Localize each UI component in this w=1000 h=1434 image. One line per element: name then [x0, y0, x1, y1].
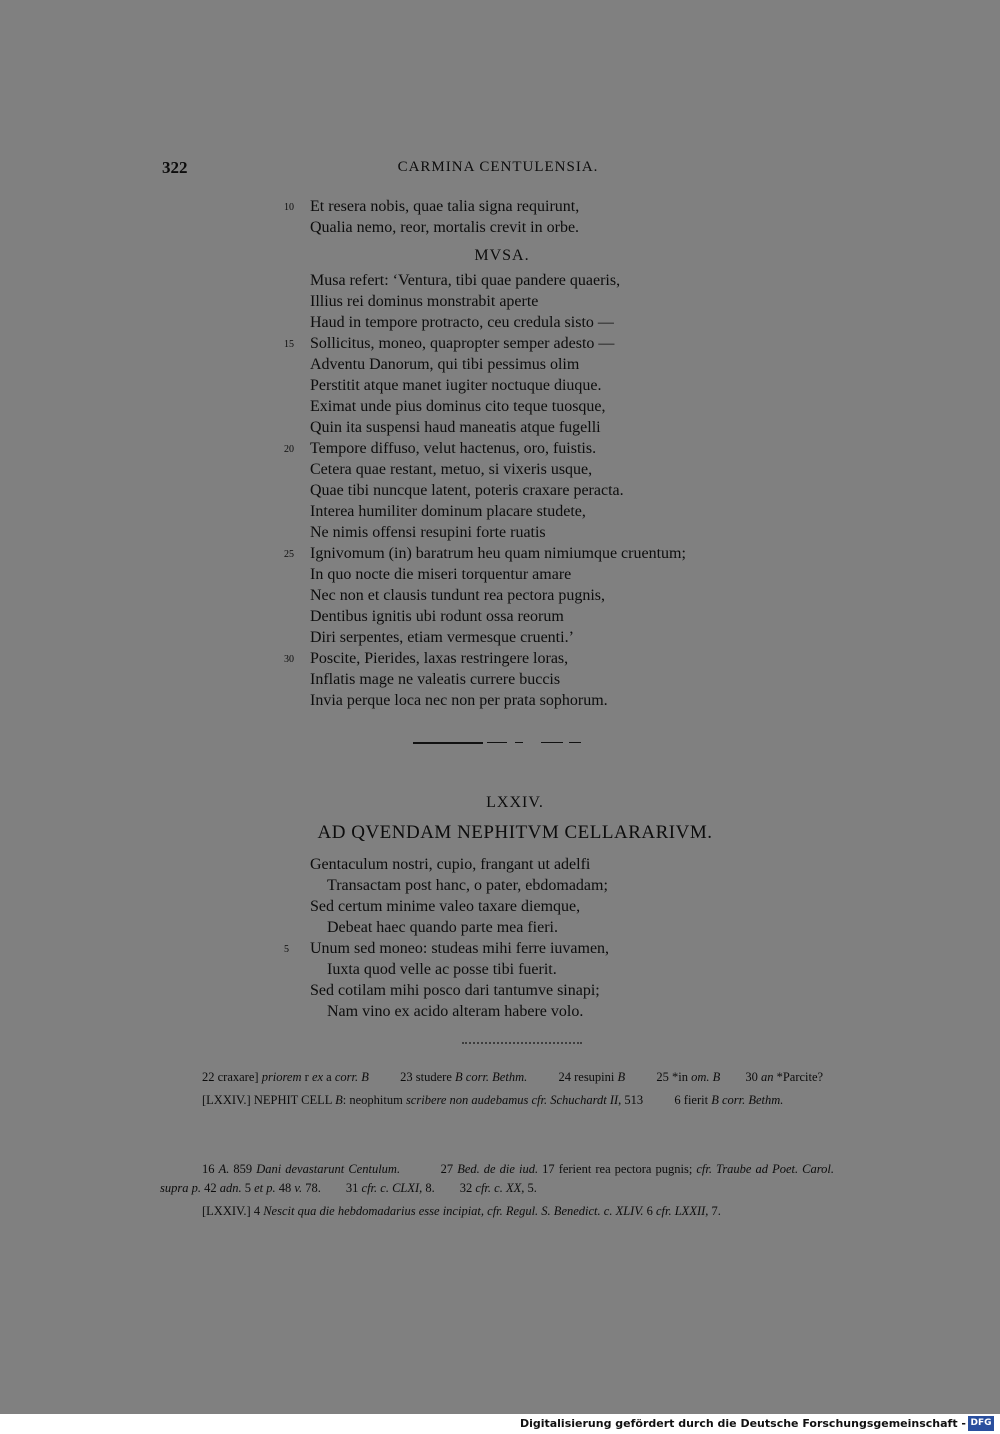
verse-text: Sollicitus, moneo, quapropter semper adesto — — [310, 335, 615, 352]
verse-text: Ignivomum (in) baratrum heu quam nimiumque cruentum; — [310, 545, 686, 562]
line-number: 30 — [284, 654, 294, 665]
line-number: 10 — [284, 202, 294, 213]
verse-text: Illius rei dominus monstrabit aperte — [310, 293, 539, 310]
verse-text: Eximat unde pius dominus cito teque tuosque, — [310, 398, 606, 415]
line-number: 20 — [284, 444, 294, 455]
line-number: 25 — [284, 549, 294, 560]
verse-text: Poscite, Pierides, laxas restringere loras, — [310, 650, 569, 667]
funding-notice: Digitalisierung gefördert durch die Deutsche Forschungsgemeinschaft - — [519, 1417, 966, 1430]
section-divider — [413, 742, 581, 744]
verse-text: Dentibus ignitis ubi rodunt ossa reorum — [310, 608, 564, 625]
verse-text: Qualia nemo, reor, mortalis crevit in orbe. — [310, 219, 580, 236]
critical-note: 22 craxare] priorem r ex a corr. B 23 studere B corr. Bethm. 24 resupini B 25 *in om. B 30 an *Parcite? — [202, 1070, 824, 1084]
critical-apparatus — [160, 1068, 834, 1114]
verse-text: Nec non et clausis tundunt rea pectora pugnis, — [310, 587, 606, 604]
verse-text: Nam vino ex acido alteram habere volo. — [327, 1003, 584, 1020]
page-header — [162, 158, 834, 182]
running-title: CARMINA CENTULENSIA. — [397, 159, 599, 175]
footer-bar — [0, 1414, 1000, 1434]
verse-text: Et resera nobis, quae talia signa requirunt, — [310, 198, 580, 215]
line-number: 5 — [284, 944, 289, 955]
verse-text: Haud in tempore protracto, ceu credula sisto — — [310, 314, 614, 331]
verse-text: Musa refert: ‘Ventura, tibi quae pandere quaeris, — [310, 272, 621, 289]
verse-text: Cetera quae restant, metuo, si vixeris usque, — [310, 461, 593, 478]
verse-text: Ne nimis offensi resupini forte ruatis — [310, 524, 546, 541]
verse-text: Iuxta quod velle ac posse tibi fuerit. — [327, 961, 557, 978]
verse-text: Tempore diffuso, velut hactenus, oro, fuistis. — [310, 440, 597, 457]
verse-text: Inflatis mage ne valeatis currere buccis — [310, 671, 561, 688]
verse-text: Interea humiliter dominum placare studete, — [310, 503, 586, 520]
verse-text: Diri serpentes, etiam vermesque cruenti.’ — [310, 629, 574, 646]
verse-text: Invia perque loca nec non per prata sophorum. — [310, 692, 608, 709]
critical-note: [LXXIV.] NEPHIT CELL B: neophitum scribere non audebamus cfr. Schuchardt II, 513 6 fierit B corr. Bethm. — [202, 1093, 784, 1107]
verse-text: Quae tibi nuncque latent, poteris craxare peracta. — [310, 482, 624, 499]
dfg-logo: DFG — [968, 1416, 994, 1431]
verse-text: Gentaculum nostri, cupio, frangant ut adelfi — [310, 856, 591, 873]
verse-text: Sed certum minime valeo taxare diemque, — [310, 898, 581, 915]
verse-text: Quin ita suspensi haud maneatis atque fugelli — [310, 419, 601, 436]
verse-text: In quo nocte die miseri torquentur amare — [310, 566, 572, 583]
commentary-note: [LXXIV.] 4 Nescit qua die hebdomadarius esse incipiat, cfr. Regul. S. Benedict. c. XLIV. 6 cfr. LXXII, 7. — [202, 1204, 721, 1218]
notes-divider — [462, 1042, 582, 1046]
commentary-notes — [160, 1160, 834, 1225]
poem-title: AD QVENDAM NEPHITVM CELLARARIVM. — [317, 822, 713, 843]
poem-number: LXXIV. — [486, 794, 544, 811]
verse-text: Debeat haec quando parte mea fieri. — [327, 919, 558, 936]
verse-text: Transactam post hanc, o pater, ebdomadam; — [327, 877, 608, 894]
page-number: 322 — [162, 158, 188, 177]
commentary-note: 16 A. 859 Dani devastarunt Centulum. 27 Bed. de die iud. 17 ferient rea pectora pugnis; cfr. Traube ad Poet. Carol. supra p. 42 adn. 5 et p. 48 v. 78. 31 cfr. c. CLXI, 8. 32 cfr. c. XX, 5. — [160, 1162, 835, 1195]
verse-text: Adventu Danorum, qui tibi pessimus olim — [310, 356, 580, 373]
section-heading-musa: MVSA. — [474, 247, 530, 264]
verse-text: Perstitit atque manet iugiter noctuque diuque. — [310, 377, 602, 394]
verse-text: Sed cotilam mihi posco dari tantumve sinapi; — [310, 982, 600, 999]
line-number: 15 — [284, 339, 294, 350]
verse-text: Unum sed moneo: studeas mihi ferre iuvamen, — [310, 940, 610, 957]
